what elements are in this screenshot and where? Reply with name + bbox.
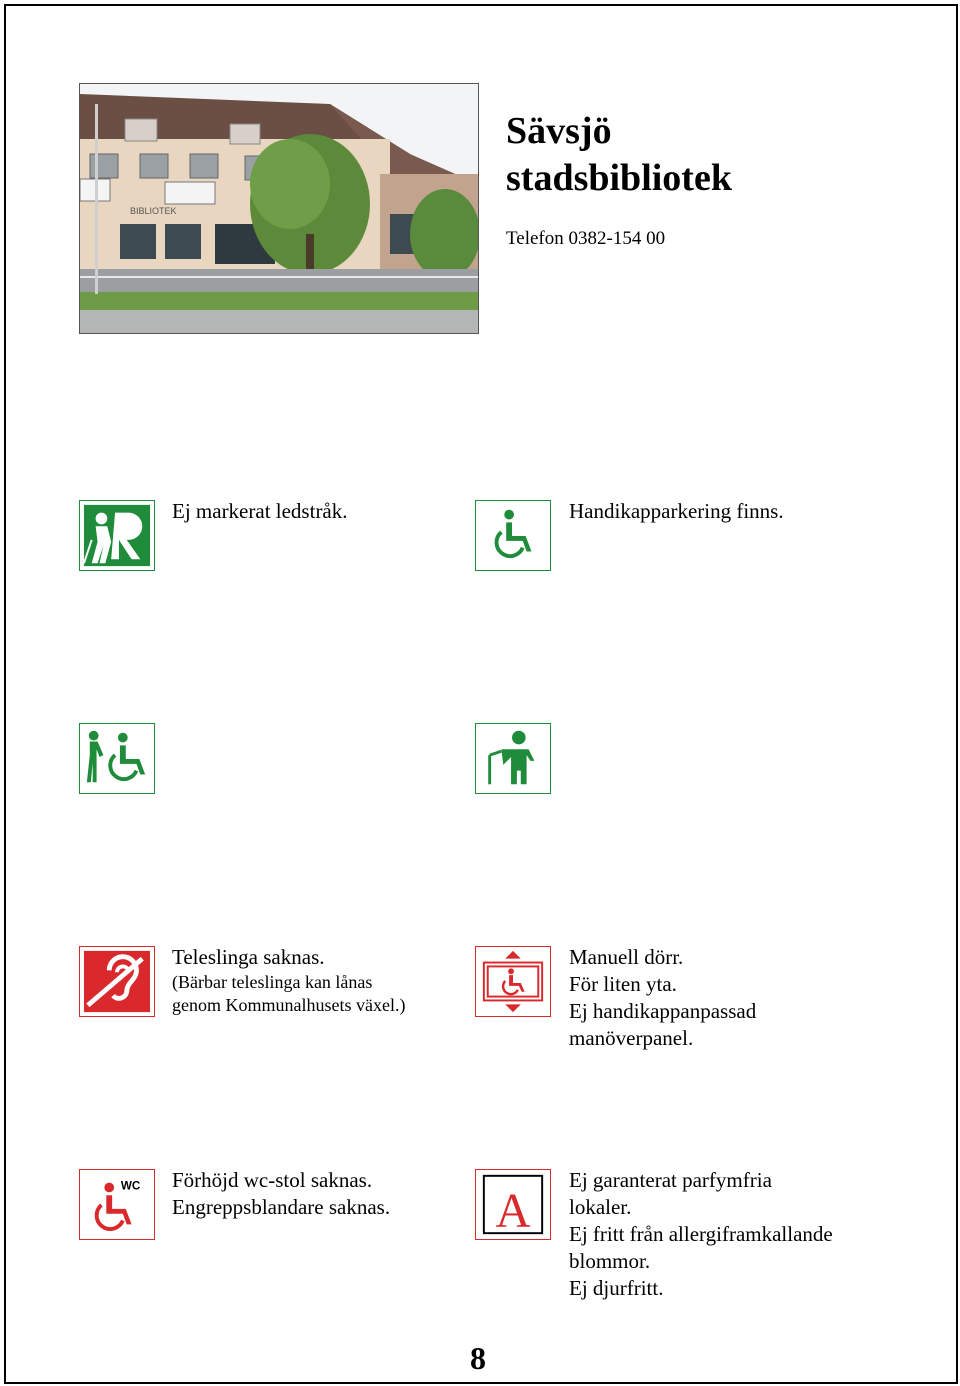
elevator-line-4: manöverpanel. (569, 1026, 694, 1050)
library-photo (79, 83, 479, 334)
library-sign: BIBLIOTEK (130, 206, 177, 216)
allergy-label: A (495, 1183, 531, 1238)
hearing-line-3: genom Kommunalhusets växel.) (172, 995, 406, 1015)
page-number: 8 (470, 1340, 486, 1376)
hearing-line-1: Teleslinga saknas. (172, 945, 325, 969)
elevator-line-3: Ej handikappanpassad (569, 999, 757, 1023)
elevator-line-1: Manuell dörr. (569, 945, 684, 969)
allergy-line-5: Ej djurfritt. (569, 1276, 664, 1300)
hearing-loop-icon (79, 946, 155, 1017)
title-line-1: Sävsjö (506, 110, 612, 152)
elevator-text (569, 944, 756, 1052)
wheelchair-wc-icon (79, 1169, 155, 1240)
toilet-line-1: Förhöjd wc-stol saknas. (172, 1168, 373, 1192)
guidance-path-icon (79, 500, 155, 571)
allergy-line-2: lokaler. (569, 1195, 632, 1219)
wheelchair-walker-icon (79, 723, 155, 794)
hearing-line-2: (Bärbar teleslinga kan lånas (172, 972, 373, 992)
toilet-text (172, 1167, 390, 1221)
toilet-line-2: Engreppsblandare saknas. (172, 1195, 391, 1219)
phone-number: Telefon 0382-154 00 (506, 228, 666, 249)
allergy-line-4: blommor. (569, 1249, 651, 1273)
allergy-text (569, 1167, 833, 1302)
elderly-cane-icon (475, 723, 551, 794)
elevator-line-2: För liten yta. (569, 972, 677, 996)
parking-text: Handikapparkering finns. (569, 499, 784, 523)
allergy-line-3: Ej fritt från allergiframkallande (569, 1222, 833, 1246)
wc-label: WC (120, 1179, 141, 1193)
hearing-text (172, 944, 405, 1017)
elevator-icon (475, 946, 551, 1017)
allergy-icon (475, 1169, 551, 1240)
title-line-2: stadsbibliotek (506, 157, 732, 199)
wheelchair-parking-icon (475, 500, 551, 571)
guidance-text: Ej markerat ledstråk. (172, 499, 348, 523)
allergy-line-1: Ej garanterat parfymfria (569, 1168, 772, 1192)
page-title (506, 108, 732, 202)
